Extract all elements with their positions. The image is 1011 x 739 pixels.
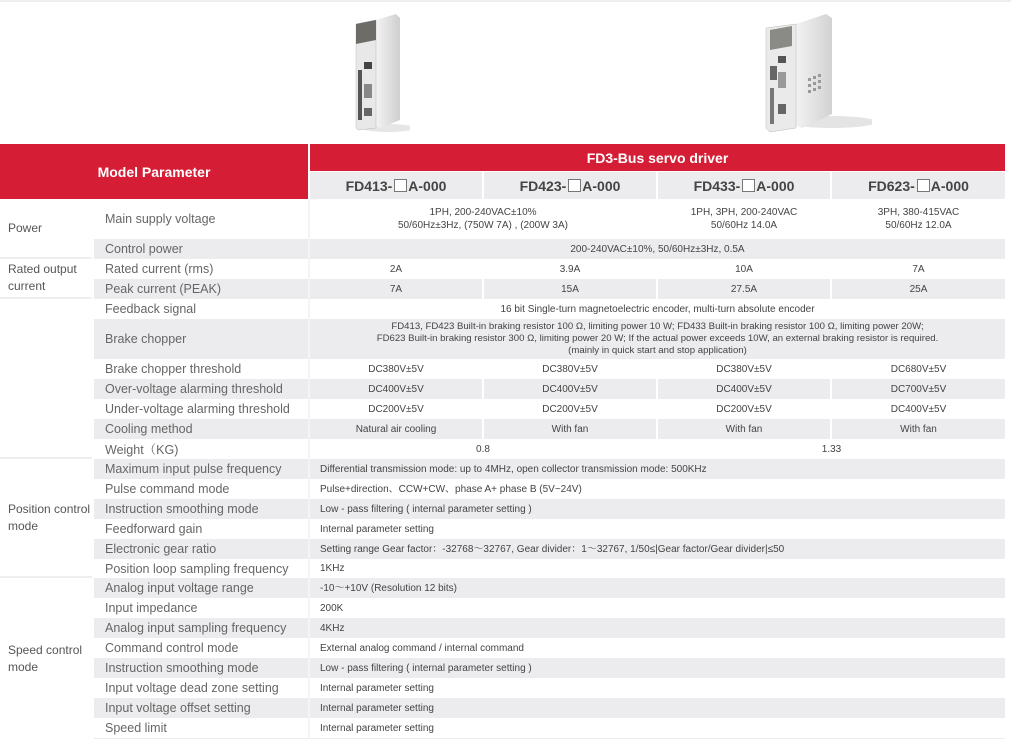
row-feedforward (94, 519, 1005, 539)
value-all: External analog command / internal command (310, 638, 1005, 658)
row-max-pulse (94, 459, 1005, 479)
row-over-voltage (94, 379, 1005, 399)
value-all: Internal parameter setting (310, 519, 1005, 539)
row-impedance (94, 598, 1005, 618)
row-spd-smoothing (94, 658, 1005, 678)
category-position: Position control mode (0, 459, 92, 578)
value-fd423: 3.9A (484, 259, 656, 279)
param-label: Electronic gear ratio (94, 539, 308, 559)
param-label: Analog input voltage range (94, 578, 308, 598)
value-fd433: 1PH, 3PH, 200-240VAC 50/60Hz 14.0A (658, 199, 830, 239)
value-all: Internal parameter setting (310, 698, 1005, 718)
row-cooling (94, 419, 1005, 439)
value-fd623: With fan (832, 419, 1005, 439)
row-brake-threshold (94, 359, 1005, 379)
param-label: Input voltage dead zone setting (94, 678, 308, 698)
value-fd433: DC400V±5V (658, 379, 830, 399)
value-all: 1KHz (310, 559, 1005, 578)
param-label: Brake chopper threshold (94, 359, 308, 379)
param-label: Control power (94, 239, 308, 259)
row-weight (94, 439, 1005, 459)
value-fd423: DC400V±5V (484, 379, 656, 399)
row-brake-chopper (94, 319, 1005, 359)
value-fd623: 3PH, 380-415VAC 50/60Hz 12.0A (832, 199, 1005, 239)
param-label: Command control mode (94, 638, 308, 658)
value-fd413: DC200V±5V (310, 399, 482, 419)
value-fd413: DC380V±5V (310, 359, 482, 379)
value-all: Pulse+direction、CCW+CW、phase A+ phase B (5V~24V) (310, 479, 1005, 499)
value-all: Low - pass filtering ( internal parameter setting ) (310, 658, 1005, 678)
value-fd433: 27.5A (658, 279, 830, 299)
param-label: Main supply voltage (94, 199, 308, 239)
param-label: Pulse command mode (94, 479, 308, 499)
value-all: Low - pass filtering ( internal parameter setting ) (310, 499, 1005, 519)
param-label: Peak current (PEAK) (94, 279, 308, 299)
row-offset (94, 698, 1005, 718)
value-fd413-fd423: 1PH, 200-240VAC±10% 50/60Hz±3Hz, (750W 7A) , (200W 3A) (310, 199, 656, 239)
category-speed: Speed control mode (0, 578, 92, 739)
value-fd423: With fan (484, 419, 656, 439)
param-label: Maximum input pulse frequency (94, 459, 308, 479)
param-label: Rated current (rms) (94, 259, 308, 279)
row-rated-current (94, 259, 1005, 279)
value-all: Internal parameter setting (310, 718, 1005, 738)
row-analog-sampling (94, 618, 1005, 638)
value-fd413: 2A (310, 259, 482, 279)
param-label: Brake chopper (94, 319, 308, 359)
value-fd433: 10A (658, 259, 830, 279)
value-all: FD413, FD423 Built-in braking resistor 100 Ω, limiting power 10 W; FD433 Built-in braking resistor 100 Ω, limiting power 20W; FD623 Built-in braking resistor 300 Ω, limiting power 20 W; If the actual power exceeds 10W, an external braking resistor is required. (mainly in quick start and stop application) (310, 319, 1005, 359)
placeholder-box-icon (917, 179, 930, 192)
param-label: Position loop sampling frequency (94, 559, 308, 578)
row-pulse-cmd (94, 479, 1005, 499)
param-label: Analog input sampling frequency (94, 618, 308, 638)
series-header: FD3-Bus servo driver (310, 144, 1005, 171)
row-analog-range (94, 578, 1005, 598)
value-fd413: DC400V±5V (310, 379, 482, 399)
category-empty (0, 299, 92, 459)
value-all: 16 bit Single-turn magnetoelectric encoder, multi-turn absolute encoder (310, 299, 1005, 319)
value-fd433: DC200V±5V (658, 399, 830, 419)
value-fd623: DC700V±5V (832, 379, 1005, 399)
value-fd413: Natural air cooling (310, 419, 482, 439)
value-fd423: DC200V±5V (484, 399, 656, 419)
value-fd423: DC380V±5V (484, 359, 656, 379)
value-fd623: 25A (832, 279, 1005, 299)
value-fd433-fd623: 1.33 (658, 439, 1005, 459)
column-divider (308, 199, 310, 739)
value-fd623: DC400V±5V (832, 399, 1005, 419)
row-under-voltage (94, 399, 1005, 419)
row-main-supply (94, 199, 1005, 239)
value-fd623: 7A (832, 259, 1005, 279)
param-label: Over-voltage alarming threshold (94, 379, 308, 399)
row-control-power (94, 239, 1005, 259)
row-cmd-control (94, 638, 1005, 658)
model-header-fd423: FD423- A-000 (484, 172, 656, 199)
row-dead-zone (94, 678, 1005, 698)
value-all: 200-240VAC±10%, 50/60Hz±3Hz, 0.5A (310, 239, 1005, 259)
model-header-fd623: FD623- A-000 (832, 172, 1005, 199)
row-peak-current (94, 279, 1005, 299)
param-label: Input voltage offset setting (94, 698, 308, 718)
model-header-fd433: FD433- A-000 (658, 172, 830, 199)
row-pos-loop (94, 559, 1005, 578)
row-feedback (94, 299, 1005, 319)
param-label: Feedforward gain (94, 519, 308, 539)
top-divider (0, 0, 1011, 2)
row-gear-ratio (94, 539, 1005, 559)
product-image-fd413 (350, 10, 410, 134)
category-power: Power (0, 199, 92, 259)
header-edge (1005, 144, 1011, 199)
value-fd623: DC680V±5V (832, 359, 1005, 379)
row-speed-limit (94, 718, 1005, 738)
value-all: 4KHz (310, 618, 1005, 638)
value-all: Internal parameter setting (310, 678, 1005, 698)
param-label: Weight（KG) (94, 439, 308, 459)
param-label: Speed limit (94, 718, 308, 738)
model-parameter-header: Model Parameter (0, 144, 308, 199)
param-label: Feedback signal (94, 299, 308, 319)
value-fd413-fd423: 0.8 (310, 439, 656, 459)
value-all: Setting range Gear factor：-32768～32767, Gear divider：1～32767, 1/50≤|Gear factor/Gear divider|≤50 (310, 539, 1005, 559)
value-fd433: DC380V±5V (658, 359, 830, 379)
param-label: Input impedance (94, 598, 308, 618)
param-label: Under-voltage alarming threshold (94, 399, 308, 419)
param-label: Instruction smoothing mode (94, 499, 308, 519)
placeholder-box-icon (568, 179, 581, 192)
value-fd433: With fan (658, 419, 830, 439)
placeholder-box-icon (394, 179, 407, 192)
value-all: -10～+10V (Resolution 12 bits) (310, 578, 1005, 598)
product-image-fd623 (762, 8, 872, 136)
param-label: Cooling method (94, 419, 308, 439)
model-header-fd413: FD413- A-000 (310, 172, 482, 199)
param-label: Instruction smoothing mode (94, 658, 308, 678)
value-fd423: 15A (484, 279, 656, 299)
value-all: Differential transmission mode: up to 4MHz, open collector transmission mode: 500KHz (310, 459, 1005, 479)
value-all: 200K (310, 598, 1005, 618)
category-rated-output: Rated output current (0, 259, 92, 299)
placeholder-box-icon (742, 179, 755, 192)
value-fd413: 7A (310, 279, 482, 299)
row-pos-smoothing (94, 499, 1005, 519)
